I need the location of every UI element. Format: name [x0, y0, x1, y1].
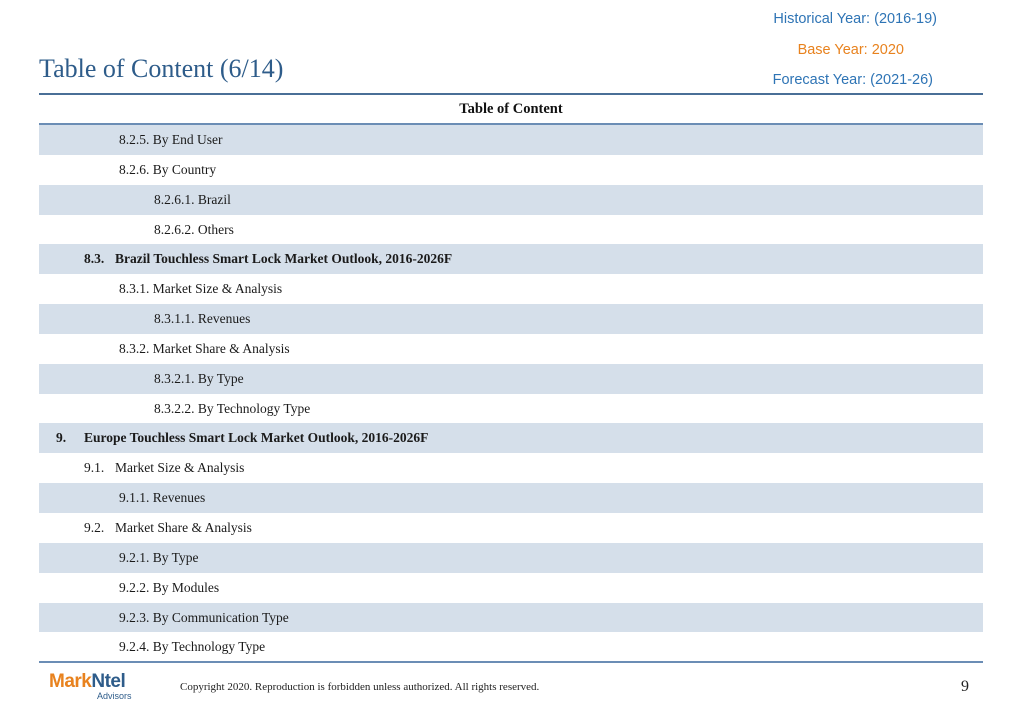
toc-row: [39, 215, 983, 245]
toc-row: [39, 364, 983, 394]
toc-row: [39, 304, 983, 334]
historical-year-label: Historical Year: (2016-19): [773, 11, 937, 27]
toc-row-text: 9.1.1. Revenues: [119, 490, 206, 506]
toc-row-text: 9.2.2. By Modules: [119, 579, 220, 595]
toc-row-text: 8.3.1. Market Size & Analysis: [119, 281, 283, 297]
toc-row: [39, 573, 983, 603]
logo-mark-text: Mark: [49, 671, 92, 692]
toc-row: [39, 155, 983, 185]
toc-row: [39, 423, 983, 453]
toc-row: [39, 453, 983, 483]
toc-row-text: 9.2.3. By Communication Type: [119, 609, 289, 625]
toc-row: [39, 632, 983, 662]
toc-row: [39, 244, 983, 274]
toc-list: [39, 125, 983, 662]
toc-row-text: Market Share & Analysis: [115, 519, 252, 535]
toc-row-text: 9.2.1. By Type: [119, 549, 199, 565]
toc-row-text: 8.3.2.1. By Type: [154, 370, 244, 386]
toc-row-text: 8.2.6.1. Brazil: [154, 191, 231, 207]
toc-row: [39, 274, 983, 304]
copyright-notice: Copyright 2020. Reproduction is forbidden unless authorized. All rights reserved.: [180, 681, 540, 693]
toc-row: [39, 513, 983, 543]
toc-row-number: 9.2.: [84, 519, 105, 535]
page-number: 9: [961, 678, 969, 695]
toc-row-number: 8.3.: [84, 251, 105, 267]
markntel-logo: [49, 671, 139, 703]
toc-row-text: 8.2.6.2. Others: [154, 221, 234, 237]
footer-divider: [39, 661, 983, 663]
toc-row-number: 9.: [56, 430, 67, 446]
toc-row-text: Europe Touchless Smart Lock Market Outlook, 2016-2026F: [84, 430, 429, 446]
toc-row: [39, 483, 983, 513]
toc-row: [39, 394, 983, 424]
forecast-year-label: Forecast Year: (2021-26): [772, 72, 933, 88]
toc-header: Table of Content: [459, 101, 563, 117]
base-year-label: Base Year: 2020: [797, 42, 904, 58]
toc-row-text: 8.3.2.2. By Technology Type: [154, 400, 311, 416]
toc-row: [39, 334, 983, 364]
toc-row-text: 9.2.4. By Technology Type: [119, 639, 266, 655]
toc-row-text: 8.3.2. Market Share & Analysis: [119, 340, 290, 356]
toc-row-number: 9.1.: [84, 460, 105, 476]
toc-row-text: 8.2.6. By Country: [119, 161, 217, 177]
logo-advisors-text: Advisors: [97, 691, 132, 701]
toc-row-text: 8.3.1.1. Revenues: [154, 311, 251, 327]
toc-row: [39, 125, 983, 155]
logo-ntel-text: Ntel: [91, 671, 126, 692]
page-title: Table of Content (6/14): [39, 54, 284, 83]
toc-row-text: 8.2.5. By End User: [119, 132, 223, 147]
toc-row-text: Market Size & Analysis: [115, 460, 245, 476]
toc-row: [39, 543, 983, 573]
toc-row-text: Brazil Touchless Smart Lock Market Outlook, 2016-2026F: [115, 251, 453, 267]
toc-row: [39, 185, 983, 215]
toc-row: [39, 603, 983, 633]
